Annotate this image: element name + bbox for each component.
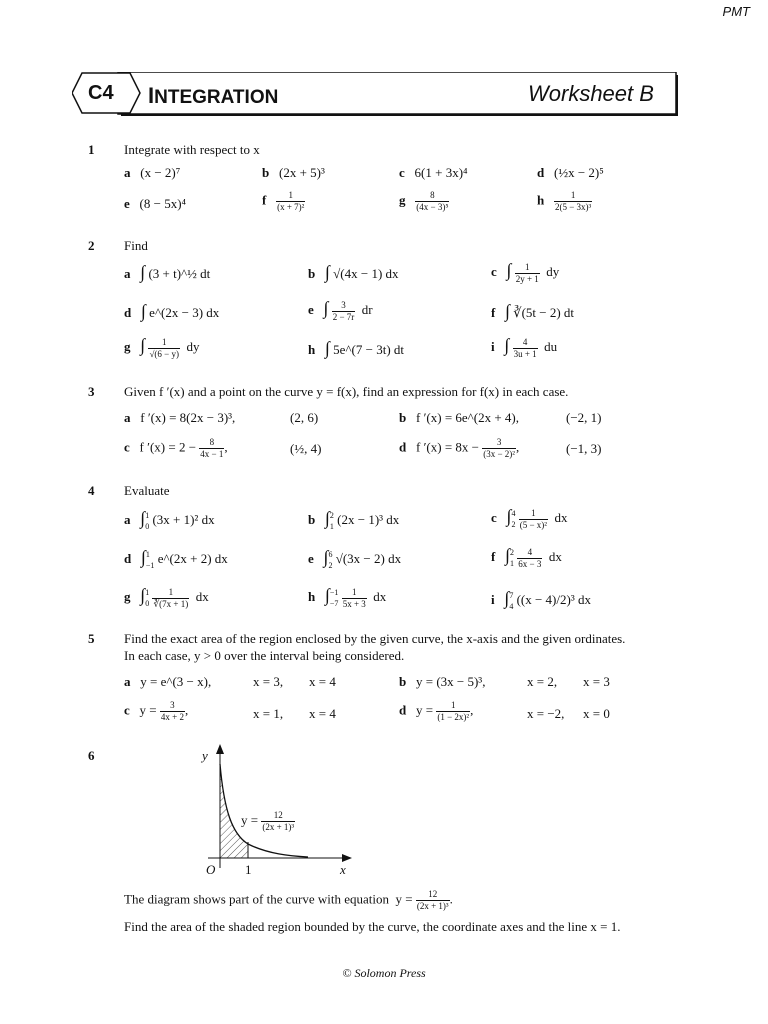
ordinate: x = −2, <box>527 706 565 721</box>
exercise-item: c ∫ $\frac{1}{2y + 1}$ dy <box>491 260 560 284</box>
question-prompt: Find <box>124 238 148 253</box>
exercise-item: d f ′(x) = 8x − $\frac{3}{\text{(3x − 2)²}}$ , <box>399 437 520 459</box>
question-prompt: Given f ′(x) and a point on the curve y = f(x), find an expression for f(x) in each case. <box>124 384 569 399</box>
exercise-item: i ∫ $\frac{4}{3u + 1}$ du <box>491 335 558 359</box>
question-prompt: The diagram shows part of the curve with equation y = $\frac{12}{\text{(2x + 1)³}}$ . <box>124 889 453 911</box>
exercise-item: g ∫ 1 0 $\frac{1}{∛(7x + 1)}$ dx <box>124 585 209 609</box>
exercise-item: d ∫ 1 −1 e^(2x + 2) dx <box>124 547 228 571</box>
ordinate: x = 4 <box>309 674 336 689</box>
corner-label: PMT <box>722 4 750 19</box>
given-point: (½, 4) <box>290 441 322 456</box>
exercise-item: f ∫ 2 1 $\frac{4}{6x - 3}$ dx <box>491 545 562 569</box>
exercise-item: e ∫ $\frac{3}{2 - 7r}$ dr <box>308 298 373 322</box>
question-number: 1 <box>88 142 95 157</box>
exercise-item: h $\frac{1}{\text{2(5 − 3x)³}}$ <box>537 190 592 212</box>
exercise-item: f $\frac{1}{\text{(x + 7)²}}$ <box>262 190 305 212</box>
exercise-item: c y = $\frac{3}{4x + 2}$ , <box>124 700 189 722</box>
exercise-item: c ∫ 4 2 $\frac{1}{\text{(5 − x)²}}$ dx <box>491 506 568 530</box>
exercise-item: b y = (3x − 5)³, <box>399 674 486 689</box>
question-number: 4 <box>88 483 95 498</box>
question-prompt: In each case, y > 0 over the interval being considered. <box>124 648 405 663</box>
exercise-item: e (8 − 5x)⁴ <box>124 196 187 211</box>
question-prompt: Find the area of the shaded region bounded by the curve, the coordinate axes and the line x = 1. <box>124 919 621 934</box>
exercise-item: h ∫ 5e^(7 − 3t) dt <box>308 338 405 358</box>
origin-label: O <box>206 862 216 877</box>
given-point: (−2, 1) <box>566 410 602 425</box>
ordinate: x = 0 <box>583 706 610 721</box>
question-prompt: Evaluate <box>124 483 170 498</box>
exercise-item: g ∫ $\frac{1}{√(6 - y)}$ dy <box>124 335 200 359</box>
exercise-item: a f ′(x) = 8(2x − 3)³, <box>124 410 236 425</box>
question-prompt: Find the exact area of the region enclosed by the given curve, the x-axis and the given ordinates. <box>124 631 626 646</box>
ordinate: x = 3 <box>583 674 610 689</box>
exercise-item: h ∫ −1 −7 $\frac{1}{5x + 3}$ dx <box>308 585 387 609</box>
y-axis-label: y <box>202 748 208 763</box>
exercise-item: i ∫ 7 4 ((x − 4)/2)³ dx <box>491 588 591 612</box>
exercise-item: g $\frac{8}{\text{(4x − 3)⁵}}$ <box>399 190 449 212</box>
footer-copyright: © Solomon Press <box>342 966 426 980</box>
exercise-item: d (½x − 2)⁵ <box>537 165 604 180</box>
question-number: 5 <box>88 631 95 646</box>
given-point: (−1, 3) <box>566 441 602 456</box>
exercise-item: e ∫ 6 2 √(3x − 2) dx <box>308 547 402 571</box>
ordinate: x = 2, <box>527 674 558 689</box>
exercise-item: a ∫ (3 + t)^½ dt <box>124 262 211 282</box>
exercise-item: d ∫ e^(2x − 3) dx <box>124 301 220 321</box>
tick-label: 1 <box>245 862 252 877</box>
exercise-item: c 6(1 + 3x)⁴ <box>399 165 468 180</box>
exercise-item: a y = e^(3 − x), <box>124 674 212 689</box>
exercise-item: b (2x + 5)³ <box>262 165 325 180</box>
given-point: (2, 6) <box>290 410 319 425</box>
worksheet-label: Worksheet B <box>528 81 654 106</box>
module-code: C4 <box>88 82 114 104</box>
question-number: 6 <box>88 748 95 763</box>
exercise-item: f ∫ ∛(5t − 2) dt <box>491 301 575 321</box>
ordinate: x = 4 <box>309 706 336 721</box>
exercise-item: c f ′(x) = 2 − $\frac{8}{4x - 1}$ , <box>124 437 228 459</box>
x-axis-label: x <box>340 862 346 877</box>
exercise-item: d y = $\frac{1}{\text{(1 − 2x)²}}$ , <box>399 700 474 722</box>
y-axis-arrow <box>216 744 224 754</box>
exercise-item: a ∫ 1 0 (3x + 1)² dx <box>124 508 215 532</box>
exercise-item: b ∫ √(4x − 1) dx <box>308 262 399 282</box>
exercise-item: b f ′(x) = 6e^(2x + 4), <box>399 410 520 425</box>
curve-label: y = $\frac{12}{\text{(2x + 1)³}}$ <box>241 810 295 832</box>
worksheet-header <box>72 72 678 116</box>
x-axis-arrow <box>342 854 352 862</box>
question-number: 2 <box>88 238 95 253</box>
ordinate: x = 3, <box>253 674 284 689</box>
exercise-item: a (x − 2)⁷ <box>124 165 181 180</box>
exercise-item: b ∫ 2 1 (2x − 1)³ dx <box>308 508 400 532</box>
question-prompt: Integrate with respect to x <box>124 142 260 157</box>
question-number: 3 <box>88 384 95 399</box>
ordinate: x = 1, <box>253 706 284 721</box>
page-title: INTEGRATION <box>148 83 279 108</box>
